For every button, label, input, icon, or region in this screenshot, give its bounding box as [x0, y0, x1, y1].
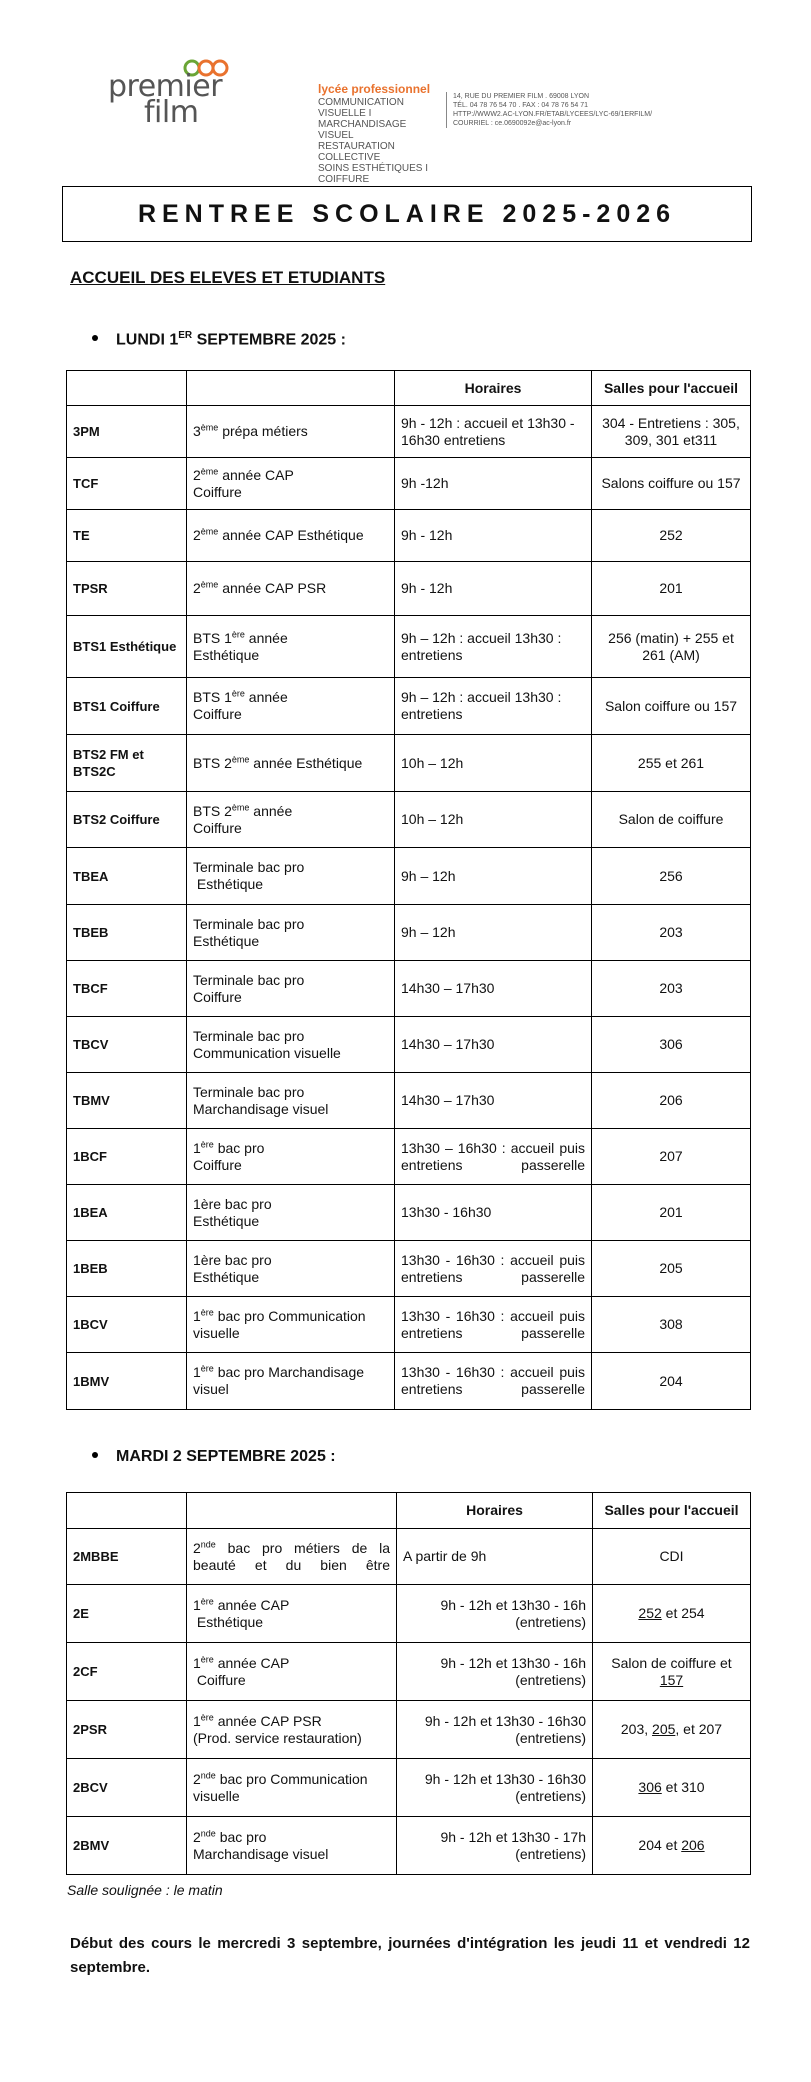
class-label: 1ère bac pro Esthétique	[187, 1185, 395, 1241]
hours-cell: 9h – 12h : accueil 13h30 : entretiens	[395, 616, 592, 678]
room-cell: 255 et 261	[592, 735, 751, 792]
table-row	[67, 961, 751, 1017]
room-cell: 201	[592, 1185, 751, 1241]
day1-title-b: SEPTEMBRE 2025 :	[192, 331, 346, 349]
title-box	[62, 186, 752, 242]
table-row	[67, 905, 751, 961]
hours-cell: 9h - 12h et 13h30 - 16h (entretiens)	[397, 1585, 593, 1643]
hours-cell: 13h30 - 16h30	[395, 1185, 592, 1241]
table-row	[67, 1297, 751, 1353]
header-cell-empty	[187, 1493, 397, 1529]
logo-wordmark	[108, 69, 223, 130]
table-row	[67, 1129, 751, 1185]
phone-line: TÉL. 04 78 76 54 70 . FAX : 04 78 76 54 71	[453, 102, 589, 109]
hours-cell: 9h -12h	[395, 458, 592, 510]
class-label: 1ère bac pro Esthétique	[187, 1241, 395, 1297]
table-row	[67, 1241, 751, 1297]
table-row	[67, 1353, 751, 1410]
day1-title-a: LUNDI 1	[116, 331, 179, 349]
room-rest: , et 207	[675, 1721, 723, 1737]
class-label: BTS 2ème année Esthétique	[187, 735, 395, 792]
class-label: 3ème prépa métiers	[187, 406, 395, 458]
table-row	[67, 562, 751, 616]
room-cell: 206	[592, 1073, 751, 1129]
class-label: 1ère bac pro Marchandisage visuel	[187, 1353, 395, 1410]
class-code: 2PSR	[67, 1701, 187, 1759]
room-cell: 205	[592, 1241, 751, 1297]
class-code: TBMV	[67, 1073, 187, 1129]
hours-cell: 10h – 12h	[395, 735, 592, 792]
hours-cell: 14h30 – 17h30	[395, 961, 592, 1017]
class-code: 1BEA	[67, 1185, 187, 1241]
room-morning: 157	[659, 1671, 684, 1688]
hours-cell: 9h - 12h et 13h30 - 16h30 (entretiens)	[397, 1701, 593, 1759]
day1-title	[92, 330, 346, 349]
header-rooms: Salles pour l'accueil	[592, 371, 751, 406]
page-title: RENTREE SCOLAIRE 2025-2026	[137, 199, 677, 228]
class-code: BTS2 FM et BTS2C	[67, 735, 187, 792]
domain-3: SOINS ESTHÉTIQUES I COIFFURE	[318, 163, 429, 185]
hours-cell: 13h30 – 16h30 : accueil puis entretiens passerelle	[395, 1129, 592, 1185]
room-cell: 308	[592, 1297, 751, 1353]
hours-cell: 14h30 – 17h30	[395, 1073, 592, 1129]
room-cell: 304 - Entretiens : 305, 309, 301 et311	[592, 406, 751, 458]
table-row	[67, 510, 751, 562]
header-cell-empty	[187, 371, 395, 406]
room-cell	[593, 1643, 751, 1701]
class-code: TBEB	[67, 905, 187, 961]
room-cell: 256	[592, 848, 751, 905]
logo-line2: film	[144, 95, 199, 130]
table-row	[67, 616, 751, 678]
hours-cell: 9h - 12h et 13h30 - 17h (entretiens)	[397, 1817, 593, 1875]
day2-title-text: MARDI 2 SEPTEMBRE 2025 :	[116, 1448, 336, 1465]
class-label: 1ère année CAP Esthétique	[187, 1585, 397, 1643]
class-code: BTS2 Coiffure	[67, 792, 187, 848]
class-code: TCF	[67, 458, 187, 510]
room-rest: et 310	[661, 1779, 705, 1795]
room-cell: 252	[592, 510, 751, 562]
hours-cell: 9h - 12h et 13h30 - 16h (entretiens)	[397, 1643, 593, 1701]
hours-cell: 9h - 12h	[395, 562, 592, 616]
table-row	[67, 848, 751, 905]
class-code: 2MBBE	[67, 1529, 187, 1585]
table-row	[67, 1701, 751, 1759]
hours-cell: 13h30 - 16h30 : accueil puis entretiens passerelle	[395, 1353, 592, 1410]
hours-cell: 14h30 – 17h30	[395, 1017, 592, 1073]
room-rest: et 254	[661, 1605, 705, 1621]
room-morning: 306	[638, 1779, 662, 1795]
domain-1: COMMUNICATION VISUELLE I MARCHANDISAGE VISUEL	[318, 97, 407, 141]
table-row	[67, 406, 751, 458]
class-code: 1BCF	[67, 1129, 187, 1185]
class-label: 1ère bac pro Coiffure	[187, 1129, 395, 1185]
header-cell-empty	[67, 371, 187, 406]
class-label: BTS 2ème année Coiffure	[187, 792, 395, 848]
room-cell: 204	[592, 1353, 751, 1410]
room-cell: 203	[592, 905, 751, 961]
room-cell: 207	[592, 1129, 751, 1185]
day2-title	[92, 1448, 336, 1466]
class-label: 2nde bac pro Marchandisage visuel	[187, 1817, 397, 1875]
room-rest: 204 et	[638, 1837, 682, 1853]
room-morning: 252	[638, 1605, 662, 1621]
header-rooms: Salles pour l'accueil	[593, 1493, 751, 1529]
hours-cell: 9h – 12h	[395, 848, 592, 905]
section-title: ACCUEIL DES ELEVES ET ETUDIANTS	[70, 268, 386, 287]
hours-cell: 9h - 12h : accueil et 13h30 - 16h30 entretiens	[395, 406, 592, 458]
table-row	[67, 1529, 751, 1585]
table-row	[67, 1817, 751, 1875]
class-label: Terminale bac pro Coiffure	[187, 961, 395, 1017]
room-rest: 203,	[620, 1721, 653, 1737]
domain-2: RESTAURATION COLLECTIVE	[318, 141, 395, 163]
class-code: 2CF	[67, 1643, 187, 1701]
class-code: 2BMV	[67, 1817, 187, 1875]
class-code: TBCF	[67, 961, 187, 1017]
header-hours: Horaires	[397, 1493, 593, 1529]
room-cell: 203	[592, 961, 751, 1017]
class-code: TPSR	[67, 562, 187, 616]
class-code: TBCV	[67, 1017, 187, 1073]
lycee-label: lycée professionnel	[318, 82, 431, 96]
room-cell: 306	[592, 1017, 751, 1073]
room-cell: Salon coiffure ou 157	[592, 678, 751, 735]
footer-text: Début des cours le mercredi 3 septembre, journées d'intégration les jeudi 11 et vendredi 12 septembre.	[70, 1935, 750, 1976]
address-line: 14, RUE DU PREMIER FILM . 69008 LYON	[453, 93, 590, 100]
table-row	[67, 792, 751, 848]
class-code: BTS1 Esthétique	[67, 616, 187, 678]
table-row	[67, 1585, 751, 1643]
class-code: 3PM	[67, 406, 187, 458]
class-label: 2nde bac pro Communication visuelle	[187, 1759, 397, 1817]
room-cell	[593, 1701, 751, 1759]
school-address	[446, 92, 753, 128]
email-link[interactable]: COURRIEL : ce.0690092e@ac-lyon.fr	[453, 120, 572, 127]
hours-cell: 9h - 12h et 13h30 - 16h30 (entretiens)	[397, 1759, 593, 1817]
class-label: 1ère bac pro Communication visuelle	[187, 1297, 395, 1353]
class-label: 1ère année CAP Coiffure	[187, 1643, 397, 1701]
room-morning: 205	[652, 1721, 676, 1737]
room-cell: Salons coiffure ou 157	[592, 458, 751, 510]
class-label: Terminale bac pro Communication visuelle	[187, 1017, 395, 1073]
table-row	[67, 735, 751, 792]
class-label: 1ère année CAP PSR (Prod. service restauration)	[187, 1701, 397, 1759]
room-cell: 256 (matin) + 255 et 261 (AM)	[592, 616, 751, 678]
table-row	[67, 1073, 751, 1129]
table-row	[67, 1017, 751, 1073]
hours-cell: 13h30 - 16h30 : accueil puis entretiens passerelle	[395, 1297, 592, 1353]
class-code: 1BMV	[67, 1353, 187, 1410]
table-row	[67, 458, 751, 510]
table-row	[67, 1759, 751, 1817]
table-row	[67, 1185, 751, 1241]
hours-cell: 9h – 12h	[395, 905, 592, 961]
underline-note: Salle soulignée : le matin	[67, 1882, 223, 1898]
hours-cell: 13h30 - 16h30 : accueil puis entretiens passerelle	[395, 1241, 592, 1297]
class-code: 1BEB	[67, 1241, 187, 1297]
website-link[interactable]: HTTP://WWW2.AC-LYON.FR/ETAB/LYCEES/LYC-69/1ERFILM/	[453, 111, 653, 118]
day1-title-sup: ER	[178, 330, 193, 341]
logo-subtitle	[318, 84, 438, 185]
table-header-row	[67, 1493, 751, 1529]
day1-table	[66, 370, 751, 1410]
table-row	[67, 1643, 751, 1701]
class-label: 2ème année CAP PSR	[187, 562, 395, 616]
class-code: 2E	[67, 1585, 187, 1643]
room-morning: 206	[681, 1837, 705, 1853]
room-cell	[593, 1585, 751, 1643]
logo-line1: premier	[108, 69, 223, 104]
class-label: Terminale bac pro Marchandisage visuel	[187, 1073, 395, 1129]
class-code: 2BCV	[67, 1759, 187, 1817]
school-logo	[108, 56, 438, 185]
class-code: TBEA	[67, 848, 187, 905]
class-label: 2ème année CAP Esthétique	[187, 510, 395, 562]
day2-table	[66, 1492, 751, 1875]
bullet-icon	[92, 1452, 98, 1458]
room-cell	[593, 1759, 751, 1817]
class-label: BTS 1ère année Esthétique	[187, 616, 395, 678]
class-code: TE	[67, 510, 187, 562]
class-label: 2ème année CAP Coiffure	[187, 458, 395, 510]
class-code: 1BCV	[67, 1297, 187, 1353]
class-code: BTS1 Coiffure	[67, 678, 187, 735]
table-row	[67, 678, 751, 735]
hours-cell: A partir de 9h	[397, 1529, 593, 1585]
header-hours: Horaires	[395, 371, 592, 406]
room-cell: 201	[592, 562, 751, 616]
room-cell: CDI	[593, 1529, 751, 1585]
hours-cell: 10h – 12h	[395, 792, 592, 848]
class-label: Terminale bac pro Esthétique	[187, 905, 395, 961]
table-header-row	[67, 371, 751, 406]
bullet-icon	[92, 335, 98, 341]
room-rest: Salon de coiffure et	[611, 1654, 732, 1671]
class-label: BTS 1ère année Coiffure	[187, 678, 395, 735]
hours-cell: 9h – 12h : accueil 13h30 : entretiens	[395, 678, 592, 735]
class-label: 2nde bac pro métiers de la beauté et du bien être	[187, 1529, 397, 1585]
class-label: Terminale bac pro Esthétique	[187, 848, 395, 905]
hours-cell: 9h - 12h	[395, 510, 592, 562]
room-cell	[593, 1817, 751, 1875]
header-cell-empty	[67, 1493, 187, 1529]
room-cell: Salon de coiffure	[592, 792, 751, 848]
